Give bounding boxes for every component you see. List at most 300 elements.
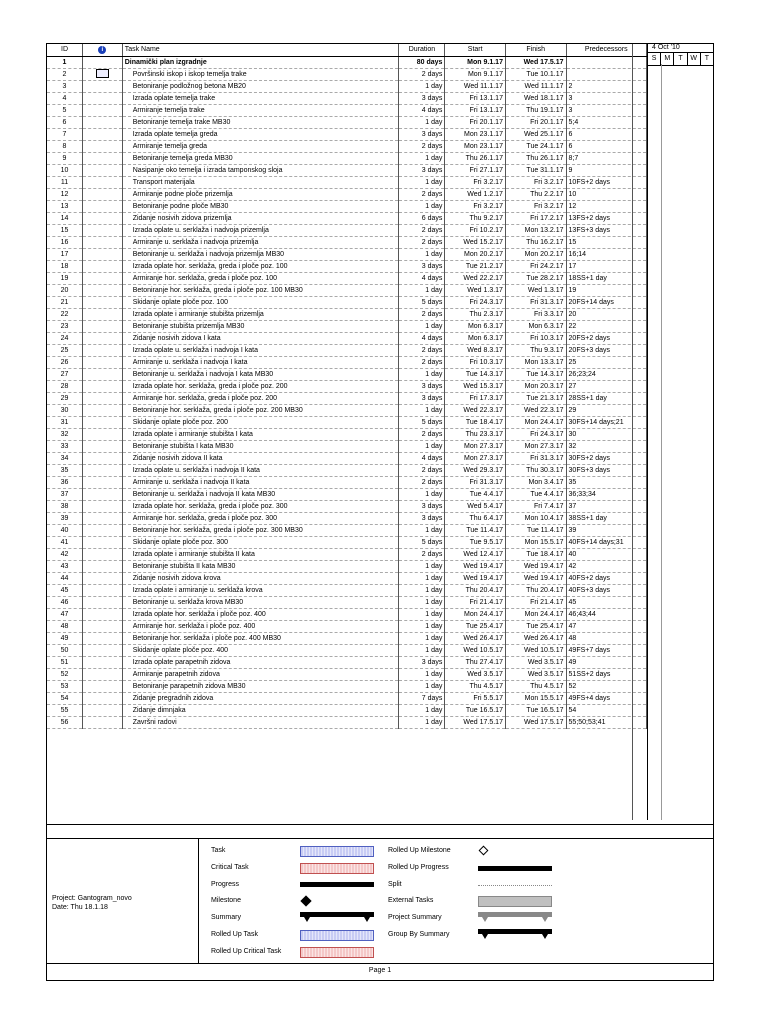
task-id[interactable]: 33	[47, 440, 83, 452]
task-start[interactable]: Mon 27.3.17	[445, 440, 506, 452]
task-finish[interactable]: Mon 13.3.17	[505, 356, 566, 368]
task-indicator[interactable]	[83, 536, 123, 548]
task-id[interactable]: 4	[47, 92, 83, 104]
table-row[interactable]	[47, 284, 647, 296]
col-task-name[interactable]: Task Name	[122, 44, 399, 56]
task-duration[interactable]: 1 day	[399, 716, 445, 728]
task-predecessors[interactable]: 20FS+2 days	[566, 332, 646, 344]
task-duration[interactable]: 3 days	[399, 92, 445, 104]
task-start[interactable]: Fri 10.2.17	[445, 224, 506, 236]
task-indicator[interactable]	[83, 704, 123, 716]
task-duration[interactable]: 4 days	[399, 272, 445, 284]
task-indicator[interactable]	[83, 584, 123, 596]
table-row[interactable]	[47, 692, 647, 704]
task-indicator[interactable]	[83, 608, 123, 620]
table-row[interactable]	[47, 212, 647, 224]
task-start[interactable]: Thu 23.3.17	[445, 428, 506, 440]
task-name[interactable]: Zidanje nosivih zidova krova	[122, 572, 399, 584]
task-id[interactable]: 12	[47, 188, 83, 200]
task-finish[interactable]: Wed 11.1.17	[505, 80, 566, 92]
task-duration[interactable]: 1 day	[399, 320, 445, 332]
task-indicator[interactable]	[83, 56, 123, 68]
task-name[interactable]: Izrada oplate u. serklaža i nadvoja I kata	[122, 344, 399, 356]
task-id[interactable]: 8	[47, 140, 83, 152]
task-duration[interactable]: 2 days	[399, 356, 445, 368]
task-start[interactable]: Wed 3.5.17	[445, 668, 506, 680]
task-predecessors[interactable]: 47	[566, 620, 646, 632]
task-indicator[interactable]	[83, 92, 123, 104]
task-name[interactable]: Armiranje podne ploče prizemlja	[122, 188, 399, 200]
table-row[interactable]	[47, 80, 647, 92]
table-row[interactable]	[47, 428, 647, 440]
task-finish[interactable]: Tue 31.1.17	[505, 164, 566, 176]
task-predecessors[interactable]: 22	[566, 320, 646, 332]
task-name[interactable]: Betoniranje stubišta I kata MB30	[122, 440, 399, 452]
task-indicator[interactable]	[83, 488, 123, 500]
task-finish[interactable]: Thu 30.3.17	[505, 464, 566, 476]
task-name[interactable]: Armiranje hor. serklaža, greda i ploče poz. 100	[122, 272, 399, 284]
task-start[interactable]: Fri 17.3.17	[445, 392, 506, 404]
task-predecessors[interactable]: 40FS+2 days	[566, 572, 646, 584]
task-start[interactable]: Mon 9.1.17	[445, 68, 506, 80]
task-predecessors[interactable]: 40FS+3 days	[566, 584, 646, 596]
task-id[interactable]: 43	[47, 560, 83, 572]
task-indicator[interactable]	[83, 368, 123, 380]
task-finish[interactable]: Thu 20.4.17	[505, 584, 566, 596]
task-predecessors[interactable]: 29	[566, 404, 646, 416]
task-finish[interactable]: Wed 22.3.17	[505, 404, 566, 416]
task-id[interactable]: 19	[47, 272, 83, 284]
table-row[interactable]	[47, 248, 647, 260]
task-start[interactable]: Wed 15.3.17	[445, 380, 506, 392]
task-duration[interactable]: 1 day	[399, 200, 445, 212]
task-start[interactable]: Wed 22.2.17	[445, 272, 506, 284]
col-finish[interactable]: Finish	[505, 44, 566, 56]
task-name[interactable]: Izrada oplate i armiranje stubišta II kata	[122, 548, 399, 560]
task-id[interactable]: 1	[47, 56, 83, 68]
task-name[interactable]: Betoniranje u. serklaža krova MB30	[122, 596, 399, 608]
task-duration[interactable]: 6 days	[399, 212, 445, 224]
task-id[interactable]: 22	[47, 308, 83, 320]
task-start[interactable]: Thu 6.4.17	[445, 512, 506, 524]
table-row[interactable]	[47, 704, 647, 716]
task-indicator[interactable]	[83, 404, 123, 416]
task-finish[interactable]: Wed 18.1.17	[505, 92, 566, 104]
task-predecessors[interactable]: 15	[566, 236, 646, 248]
task-name[interactable]: Izrada oplate u. serklaža i nadvoja prizemlja	[122, 224, 399, 236]
task-id[interactable]: 24	[47, 332, 83, 344]
task-indicator[interactable]	[83, 296, 123, 308]
task-start[interactable]: Tue 16.5.17	[445, 704, 506, 716]
task-id[interactable]: 9	[47, 152, 83, 164]
task-indicator[interactable]	[83, 272, 123, 284]
table-row[interactable]	[47, 320, 647, 332]
task-predecessors[interactable]: 3	[566, 92, 646, 104]
task-duration[interactable]: 1 day	[399, 488, 445, 500]
table-row[interactable]	[47, 152, 647, 164]
task-id[interactable]: 52	[47, 668, 83, 680]
task-id[interactable]: 21	[47, 296, 83, 308]
table-row[interactable]	[47, 236, 647, 248]
task-finish[interactable]: Tue 21.3.17	[505, 392, 566, 404]
task-indicator[interactable]	[83, 668, 123, 680]
task-start[interactable]: Fri 20.1.17	[445, 116, 506, 128]
task-id[interactable]: 56	[47, 716, 83, 728]
task-id[interactable]: 17	[47, 248, 83, 260]
task-finish[interactable]: Mon 6.3.17	[505, 320, 566, 332]
task-duration[interactable]: 3 days	[399, 380, 445, 392]
task-finish[interactable]: Wed 10.5.17	[505, 644, 566, 656]
table-row[interactable]	[47, 68, 647, 80]
task-id[interactable]: 55	[47, 704, 83, 716]
task-name[interactable]: Betoniranje hor. serklaža, greda i ploče poz. 300 MB30	[122, 524, 399, 536]
task-start[interactable]: Mon 6.3.17	[445, 332, 506, 344]
task-duration[interactable]: 2 days	[399, 344, 445, 356]
task-finish[interactable]: Fri 7.4.17	[505, 500, 566, 512]
task-finish[interactable]: Wed 19.4.17	[505, 560, 566, 572]
task-indicator[interactable]	[83, 548, 123, 560]
task-predecessors[interactable]: 45	[566, 596, 646, 608]
task-finish[interactable]: Mon 10.4.17	[505, 512, 566, 524]
task-id[interactable]: 53	[47, 680, 83, 692]
task-finish[interactable]: Mon 27.3.17	[505, 440, 566, 452]
task-name[interactable]: Armiranje temelja greda	[122, 140, 399, 152]
task-predecessors[interactable]: 51SS+2 days	[566, 668, 646, 680]
task-id[interactable]: 20	[47, 284, 83, 296]
table-row[interactable]	[47, 548, 647, 560]
task-start[interactable]: Mon 23.1.17	[445, 128, 506, 140]
task-start[interactable]: Mon 27.3.17	[445, 452, 506, 464]
task-finish[interactable]: Thu 19.1.17	[505, 104, 566, 116]
task-name[interactable]: Izrada oplate hor. serklaža, greda i ploče poz. 300	[122, 500, 399, 512]
task-name[interactable]: Transport materijala	[122, 176, 399, 188]
task-start[interactable]: Fri 10.3.17	[445, 356, 506, 368]
task-start[interactable]: Thu 2.3.17	[445, 308, 506, 320]
task-duration[interactable]: 3 days	[399, 392, 445, 404]
task-id[interactable]: 34	[47, 452, 83, 464]
task-predecessors[interactable]: 9	[566, 164, 646, 176]
task-start[interactable]: Wed 26.4.17	[445, 632, 506, 644]
task-name[interactable]: Armiranje hor. serklaža, greda i ploče poz. 300	[122, 512, 399, 524]
table-row[interactable]	[47, 620, 647, 632]
task-start[interactable]: Fri 13.1.17	[445, 92, 506, 104]
table-row[interactable]	[47, 416, 647, 428]
table-row[interactable]	[47, 224, 647, 236]
task-predecessors[interactable]: 55;50;53;41	[566, 716, 646, 728]
task-finish[interactable]: Fri 31.3.17	[505, 296, 566, 308]
task-duration[interactable]: 2 days	[399, 188, 445, 200]
table-row[interactable]	[47, 188, 647, 200]
task-name[interactable]: Izrada oplate hor. serklaža, greda i ploče poz. 100	[122, 260, 399, 272]
task-duration[interactable]: 1 day	[399, 704, 445, 716]
task-indicator[interactable]	[83, 308, 123, 320]
task-indicator[interactable]	[83, 344, 123, 356]
task-id[interactable]: 32	[47, 428, 83, 440]
task-start[interactable]: Fri 13.1.17	[445, 104, 506, 116]
task-start[interactable]: Wed 1.3.17	[445, 284, 506, 296]
task-indicator[interactable]	[83, 500, 123, 512]
task-id[interactable]: 38	[47, 500, 83, 512]
task-finish[interactable]: Thu 9.3.17	[505, 344, 566, 356]
task-id[interactable]: 39	[47, 512, 83, 524]
task-indicator[interactable]	[83, 716, 123, 728]
task-indicator[interactable]	[83, 524, 123, 536]
task-duration[interactable]: 2 days	[399, 464, 445, 476]
task-id[interactable]: 29	[47, 392, 83, 404]
task-duration[interactable]: 4 days	[399, 452, 445, 464]
task-duration[interactable]: 4 days	[399, 332, 445, 344]
task-id[interactable]: 10	[47, 164, 83, 176]
task-duration[interactable]: 1 day	[399, 644, 445, 656]
task-id[interactable]: 51	[47, 656, 83, 668]
task-start[interactable]: Mon 9.1.17	[445, 56, 506, 68]
task-duration[interactable]: 80 days	[399, 56, 445, 68]
task-indicator[interactable]	[83, 476, 123, 488]
task-indicator[interactable]	[83, 332, 123, 344]
task-duration[interactable]: 1 day	[399, 632, 445, 644]
task-duration[interactable]: 5 days	[399, 536, 445, 548]
task-predecessors[interactable]: 38SS+1 day	[566, 512, 646, 524]
task-predecessors[interactable]: 13FS+3 days	[566, 224, 646, 236]
task-indicator[interactable]	[83, 416, 123, 428]
task-id[interactable]: 18	[47, 260, 83, 272]
task-finish[interactable]: Mon 15.5.17	[505, 536, 566, 548]
task-finish[interactable]: Mon 24.4.17	[505, 416, 566, 428]
task-duration[interactable]: 1 day	[399, 572, 445, 584]
table-row[interactable]	[47, 668, 647, 680]
table-row[interactable]	[47, 572, 647, 584]
task-start[interactable]: Mon 24.4.17	[445, 608, 506, 620]
task-duration[interactable]: 3 days	[399, 512, 445, 524]
task-name[interactable]: Zidanje dimnjaka	[122, 704, 399, 716]
task-start[interactable]: Fri 31.3.17	[445, 476, 506, 488]
table-row[interactable]	[47, 500, 647, 512]
task-indicator[interactable]	[83, 392, 123, 404]
task-predecessors[interactable]: 2	[566, 80, 646, 92]
task-finish[interactable]: Tue 18.4.17	[505, 548, 566, 560]
task-duration[interactable]: 1 day	[399, 440, 445, 452]
task-name[interactable]: Skidanje oplate ploče poz. 400	[122, 644, 399, 656]
table-row[interactable]	[47, 476, 647, 488]
task-finish[interactable]: Fri 3.2.17	[505, 200, 566, 212]
task-name[interactable]: Izrada oplate i armiranje stubišta I kata	[122, 428, 399, 440]
task-name[interactable]: Betoniranje hor. serklaža, greda i ploče poz. 200 MB30	[122, 404, 399, 416]
task-id[interactable]: 11	[47, 176, 83, 188]
task-indicator[interactable]	[83, 596, 123, 608]
task-start[interactable]: Thu 9.2.17	[445, 212, 506, 224]
task-indicator[interactable]	[83, 248, 123, 260]
task-name[interactable]: Površinski iskop i iskop temelja trake	[122, 68, 399, 80]
table-row[interactable]	[47, 560, 647, 572]
task-finish[interactable]: Fri 3.3.17	[505, 308, 566, 320]
task-predecessors[interactable]: 32	[566, 440, 646, 452]
task-indicator[interactable]	[83, 200, 123, 212]
task-name[interactable]: Armiranje hor. serklaža, greda i ploče poz. 200	[122, 392, 399, 404]
task-predecessors[interactable]: 30FS+3 days	[566, 464, 646, 476]
task-duration[interactable]: 2 days	[399, 476, 445, 488]
table-row[interactable]	[47, 176, 647, 188]
task-name[interactable]: Izrada oplate temelja trake	[122, 92, 399, 104]
task-start[interactable]: Tue 21.2.17	[445, 260, 506, 272]
table-row[interactable]	[47, 536, 647, 548]
task-indicator[interactable]	[83, 644, 123, 656]
task-start[interactable]: Fri 21.4.17	[445, 596, 506, 608]
task-finish[interactable]: Mon 20.3.17	[505, 380, 566, 392]
task-finish[interactable]: Wed 1.3.17	[505, 284, 566, 296]
task-start[interactable]: Fri 3.2.17	[445, 176, 506, 188]
task-predecessors[interactable]: 54	[566, 704, 646, 716]
task-name[interactable]: Betoniranje parapetnih zidova MB30	[122, 680, 399, 692]
table-row[interactable]	[47, 440, 647, 452]
task-finish[interactable]: Fri 20.1.17	[505, 116, 566, 128]
task-duration[interactable]: 2 days	[399, 224, 445, 236]
task-start[interactable]: Wed 5.4.17	[445, 500, 506, 512]
task-id[interactable]: 40	[47, 524, 83, 536]
table-row[interactable]	[47, 104, 647, 116]
task-indicator[interactable]	[83, 188, 123, 200]
task-start[interactable]: Wed 17.5.17	[445, 716, 506, 728]
table-row[interactable]	[47, 404, 647, 416]
task-name[interactable]: Betoniranje temelja greda MB30	[122, 152, 399, 164]
task-finish[interactable]: Tue 25.4.17	[505, 620, 566, 632]
task-predecessors[interactable]: 40FS+14 days;31	[566, 536, 646, 548]
task-duration[interactable]: 5 days	[399, 416, 445, 428]
task-start[interactable]: Wed 15.2.17	[445, 236, 506, 248]
table-row[interactable]	[47, 488, 647, 500]
task-finish[interactable]: Tue 11.4.17	[505, 524, 566, 536]
task-duration[interactable]: 2 days	[399, 140, 445, 152]
table-row[interactable]	[47, 512, 647, 524]
task-indicator[interactable]	[83, 572, 123, 584]
task-predecessors[interactable]: 6	[566, 140, 646, 152]
task-duration[interactable]: 3 days	[399, 164, 445, 176]
task-indicator[interactable]	[83, 80, 123, 92]
task-start[interactable]: Thu 26.1.17	[445, 152, 506, 164]
task-indicator[interactable]	[83, 116, 123, 128]
task-predecessors[interactable]: 40	[566, 548, 646, 560]
task-finish[interactable]: Wed 19.4.17	[505, 572, 566, 584]
table-row[interactable]	[47, 116, 647, 128]
table-row[interactable]	[47, 656, 647, 668]
task-id[interactable]: 42	[47, 548, 83, 560]
task-id[interactable]: 54	[47, 692, 83, 704]
task-indicator[interactable]	[83, 320, 123, 332]
task-name[interactable]: Završni radovi	[122, 716, 399, 728]
task-id[interactable]: 2	[47, 68, 83, 80]
task-finish[interactable]: Wed 3.5.17	[505, 656, 566, 668]
table-row[interactable]	[47, 584, 647, 596]
task-duration[interactable]: 2 days	[399, 68, 445, 80]
task-predecessors[interactable]: 42	[566, 560, 646, 572]
task-duration[interactable]: 1 day	[399, 116, 445, 128]
task-finish[interactable]: Fri 17.2.17	[505, 212, 566, 224]
task-start[interactable]: Wed 22.3.17	[445, 404, 506, 416]
task-predecessors[interactable]: 8;7	[566, 152, 646, 164]
task-name[interactable]: Nasipanje oko temelja i izrada tamponskog sloja	[122, 164, 399, 176]
task-finish[interactable]: Fri 21.4.17	[505, 596, 566, 608]
col-predecessors[interactable]: Predecessors	[566, 44, 646, 56]
task-duration[interactable]: 7 days	[399, 692, 445, 704]
task-duration[interactable]: 1 day	[399, 284, 445, 296]
table-row[interactable]	[47, 92, 647, 104]
task-start[interactable]: Wed 29.3.17	[445, 464, 506, 476]
task-duration[interactable]: 3 days	[399, 260, 445, 272]
task-indicator[interactable]	[83, 452, 123, 464]
task-name[interactable]: Armiranje parapetnih zidova	[122, 668, 399, 680]
table-row[interactable]	[47, 680, 647, 692]
task-name[interactable]: Betoniranje hor. serklaža i ploče poz. 400 MB30	[122, 632, 399, 644]
task-start[interactable]: Thu 27.4.17	[445, 656, 506, 668]
task-indicator[interactable]	[83, 560, 123, 572]
task-start[interactable]: Tue 4.4.17	[445, 488, 506, 500]
task-predecessors[interactable]: 35	[566, 476, 646, 488]
table-row[interactable]	[47, 332, 647, 344]
table-row[interactable]	[47, 644, 647, 656]
task-name[interactable]: Izrada oplate hor. serklaža, greda i ploče poz. 200	[122, 380, 399, 392]
task-duration[interactable]: 5 days	[399, 296, 445, 308]
task-duration[interactable]: 1 day	[399, 560, 445, 572]
task-duration[interactable]: 1 day	[399, 584, 445, 596]
task-duration[interactable]: 1 day	[399, 152, 445, 164]
task-finish[interactable]: Fri 10.3.17	[505, 332, 566, 344]
table-row[interactable]	[47, 596, 647, 608]
task-name[interactable]: Betoniranje u. serklaža i nadvoja I kata MB30	[122, 368, 399, 380]
task-finish[interactable]: Mon 15.5.17	[505, 692, 566, 704]
table-row[interactable]	[47, 200, 647, 212]
task-start[interactable]: Tue 14.3.17	[445, 368, 506, 380]
task-finish[interactable]: Fri 24.2.17	[505, 260, 566, 272]
task-name[interactable]: Dinamički plan izgradnje	[122, 56, 399, 68]
task-finish[interactable]: Tue 14.3.17	[505, 368, 566, 380]
task-name[interactable]: Izrada oplate hor. serklaža i ploče poz. 400	[122, 608, 399, 620]
table-row[interactable]	[47, 308, 647, 320]
task-id[interactable]: 14	[47, 212, 83, 224]
table-row[interactable]	[47, 380, 647, 392]
task-indicator[interactable]	[83, 260, 123, 272]
task-id[interactable]: 6	[47, 116, 83, 128]
task-name[interactable]: Betoniranje u. serklaža i nadvoja II kata MB30	[122, 488, 399, 500]
task-id[interactable]: 36	[47, 476, 83, 488]
task-finish[interactable]: Wed 26.4.17	[505, 632, 566, 644]
task-name[interactable]: Izrada oplate parapetnih zidova	[122, 656, 399, 668]
task-name[interactable]: Zidanje nosivih zidova II kata	[122, 452, 399, 464]
task-predecessors[interactable]: 36;33;34	[566, 488, 646, 500]
task-start[interactable]: Fri 3.2.17	[445, 200, 506, 212]
task-predecessors[interactable]: 49FS+4 days	[566, 692, 646, 704]
col-duration[interactable]: Duration	[399, 44, 445, 56]
task-id[interactable]: 7	[47, 128, 83, 140]
task-finish[interactable]: Tue 16.5.17	[505, 704, 566, 716]
task-indicator[interactable]	[83, 380, 123, 392]
task-name[interactable]: Betoniranje podne ploče MB30	[122, 200, 399, 212]
task-finish[interactable]: Thu 26.1.17	[505, 152, 566, 164]
task-id[interactable]: 37	[47, 488, 83, 500]
col-indicators[interactable]	[83, 44, 123, 56]
task-id[interactable]: 13	[47, 200, 83, 212]
task-predecessors[interactable]: 16;14	[566, 248, 646, 260]
task-name[interactable]: Izrada oplate temelja greda	[122, 128, 399, 140]
task-duration[interactable]: 1 day	[399, 620, 445, 632]
task-finish[interactable]: Wed 17.5.17	[505, 716, 566, 728]
task-id[interactable]: 27	[47, 368, 83, 380]
task-predecessors[interactable]: 25	[566, 356, 646, 368]
task-indicator[interactable]	[83, 140, 123, 152]
task-finish[interactable]: Fri 31.3.17	[505, 452, 566, 464]
task-id[interactable]: 28	[47, 380, 83, 392]
table-row[interactable]	[47, 452, 647, 464]
task-finish[interactable]: Thu 16.2.17	[505, 236, 566, 248]
task-indicator[interactable]	[83, 428, 123, 440]
